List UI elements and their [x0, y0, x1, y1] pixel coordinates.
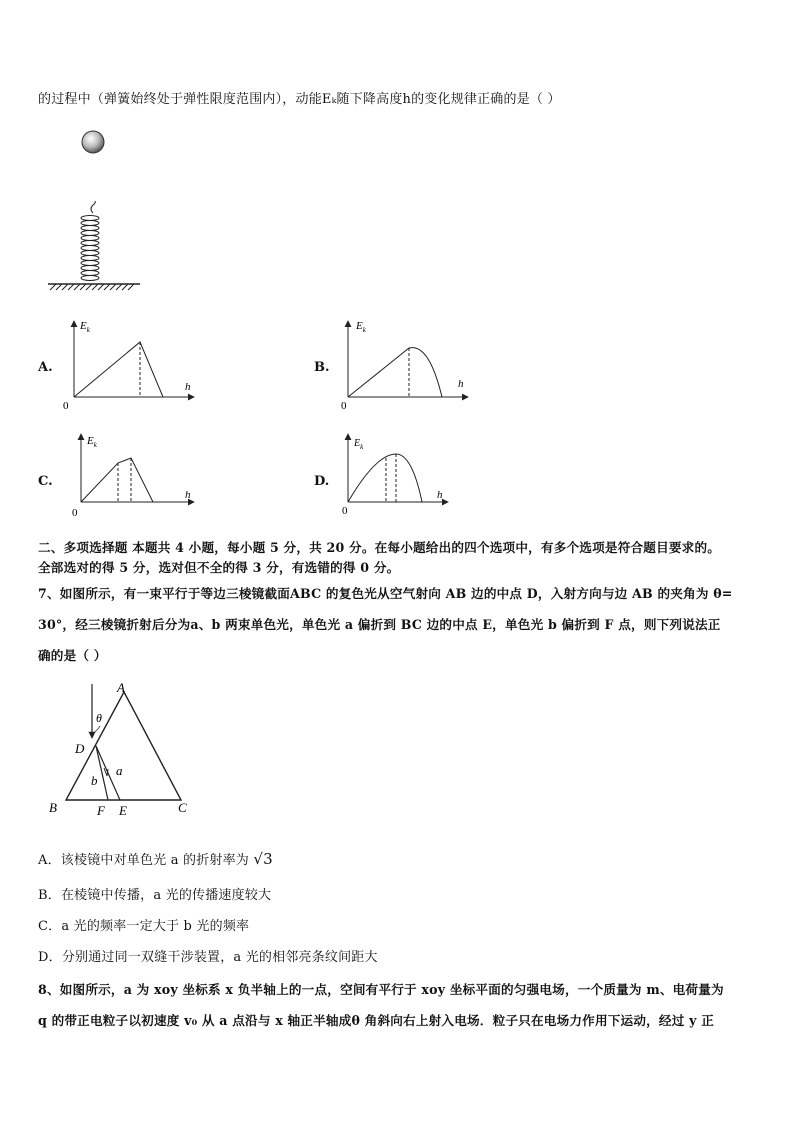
- ground: [48, 284, 140, 290]
- q6-option-a-label[interactable]: A.: [38, 360, 53, 375]
- svg-text:0: 0: [342, 505, 348, 517]
- q6-option-a-graph: [60, 315, 210, 415]
- svg-text:h: h: [458, 378, 464, 390]
- svg-text:0: 0: [72, 507, 78, 519]
- q6-stem: 的过程中（弹簧始终处于弹性限度范围内），动能Eₖ随下降高度h的变化规律正确的是（ ）: [38, 92, 561, 107]
- q7-line2: 30°，经三棱镜折射后分为a、b 两束单色光，单色光 a 偏折到 BC 边的中点 E，单色光 b 偏折到 F 点，则下列说法正: [38, 617, 721, 632]
- svg-text:0: 0: [63, 400, 69, 412]
- svg-text:h: h: [185, 489, 191, 501]
- q8-line1: 8、如图所示，a 为 xoy 坐标系 x 负半轴上的一点，空间有平行于 xoy 坐标平面的匀强电场，一个质量为 m、电荷量为: [38, 982, 724, 997]
- spring: [81, 201, 99, 281]
- curve: [81, 458, 153, 502]
- section2-line2: 全部选对的得 5 分，选对但不全的得 3 分，有选错的得 0 分。: [38, 560, 400, 575]
- label-E: E: [119, 803, 127, 818]
- curve: [348, 348, 442, 397]
- q7-line3: 确的是（ ）: [38, 648, 107, 663]
- q6-option-d-graph: [334, 428, 484, 528]
- ball: [82, 131, 104, 153]
- ball-spring-figure: [40, 125, 150, 300]
- q6-option-d-label[interactable]: D.: [314, 474, 330, 489]
- svg-text:Ek: $E_k$: [80, 320, 90, 334]
- label-a: a: [116, 763, 123, 778]
- svg-text:Ek: $E_k$: [354, 438, 364, 451]
- label-F: F: [97, 803, 105, 818]
- q6-option-c-label[interactable]: C.: [38, 474, 53, 489]
- prism-figure: [40, 672, 200, 822]
- curve: [348, 454, 422, 502]
- svg-text:Ek: $E_k$: [87, 435, 97, 449]
- q7-option-b[interactable]: B．在棱镜中传播，a 光的传播速度较大: [38, 888, 272, 903]
- q6-option-b-label[interactable]: B.: [314, 360, 330, 375]
- q7-option-c[interactable]: C．a 光的频率一定大于 b 光的频率: [38, 919, 250, 934]
- q7-option-d[interactable]: D．分别通过同一双缝干涉装置，a 光的相邻亮条纹间距大: [38, 950, 378, 965]
- q7-line1: 7、如图所示，有一束平行于等边三棱镜截面ABC 的复色光从空气射向 AB 边的中点 D，入射方向与边 AB 的夹角为 θ=: [38, 586, 733, 601]
- q6-option-b-graph: [334, 315, 484, 415]
- label-D: D: [75, 741, 85, 756]
- section2-line1: 二、多项选择题 本题共 4 小题，每小题 5 分，共 20 分。在每小题给出的四个选项中，有多个选项是符合题目要求的。: [38, 540, 721, 555]
- q8-line2: q 的带正电粒子以初速度 v₀ 从 a 点沿与 x 轴正半轴成θ 角斜向右上射入电场．粒子只在电场力作用下运动，经过 y 正: [38, 1013, 714, 1028]
- angle-arc: [92, 726, 100, 734]
- curve: [74, 342, 163, 397]
- q7-option-a[interactable]: A．该棱镜中对单色光 a 的折射率为 √3: [38, 850, 273, 868]
- q6-option-c-graph: [60, 428, 210, 528]
- label-theta: θ: [96, 711, 102, 725]
- svg-text:Ek: $E_k$: [356, 320, 366, 334]
- label-b: b: [91, 773, 98, 788]
- svg-text:h: h: [185, 381, 191, 393]
- label-C: C: [178, 800, 187, 815]
- label-A: A: [117, 680, 125, 695]
- svg-text:0: 0: [341, 400, 347, 412]
- label-B: B: [49, 800, 57, 815]
- sqrt3: √3: [253, 850, 273, 868]
- svg-text:h: h: [437, 489, 443, 501]
